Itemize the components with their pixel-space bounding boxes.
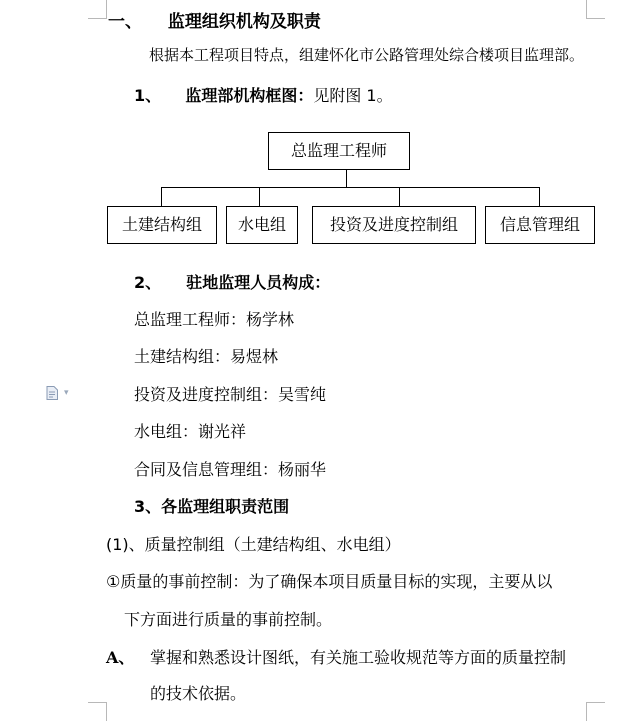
section-title: 监理组织机构及职责 [167,12,321,32]
org-child-box: 土建结构组 [107,206,217,244]
para-a-line-2: 的技术依据。 [150,684,247,703]
staff-line: 投资及进度控制组：吴雪纯 [134,385,327,404]
para-a-line-1: 掌握和熟悉设计图纸，有关施工验收规范等方面的质量控制 [150,648,567,667]
para-1-line-1: ①质量的事前控制：为了确保本项目质量目标的实现，主要从以 [106,572,553,591]
section-number: 一、 [108,12,142,32]
org-root-box: 总监理工程师 [268,132,410,170]
item-1-text: 见附图 1。 [313,86,393,105]
para-a-marker: A、 [106,648,135,667]
para-1-line-2: 下方面进行质量的事前控制。 [124,610,333,629]
org-child-box: 水电组 [226,206,298,244]
item-1-number: 1、 [134,86,162,105]
staff-line: 总监理工程师：杨学林 [134,310,295,329]
item-2 [134,273,330,293]
staff-line: 合同及信息管理组：杨丽华 [134,460,327,479]
item-1 [134,86,393,106]
crop-mark-top-left [88,0,107,19]
item-3-title: 3、各监理组职责范围 [134,497,290,516]
section-intro: 根据本工程项目特点，组建怀化市公路管理处综合楼项目监理部。 [149,46,585,64]
crop-mark-top-right [586,0,605,19]
item-1-label: 监理部机构框图： [185,86,314,105]
section-heading [108,12,321,32]
sub-heading-1: (1)、质量控制组（土建结构组、水电组） [106,535,401,554]
org-connector-child-2 [259,187,260,206]
item-2-number: 2、 [134,273,162,292]
org-child-box: 信息管理组 [485,206,595,244]
org-connector-child-3 [399,187,400,206]
org-connector-bar [161,187,540,188]
org-connector-child-1 [161,187,162,206]
crop-mark-bottom-right [586,702,605,721]
staff-line: 水电组：谢光祥 [134,422,247,441]
org-child-box: 投资及进度控制组 [312,206,476,244]
staff-line: 土建结构组：易煜林 [134,347,279,366]
chevron-down-icon[interactable]: ▾ [64,388,69,398]
crop-mark-bottom-left [88,702,107,721]
org-connector-root [346,169,347,187]
item-2-label: 驻地监理人员构成： [186,273,331,292]
org-connector-child-4 [539,187,540,206]
document-icon[interactable] [46,386,58,400]
